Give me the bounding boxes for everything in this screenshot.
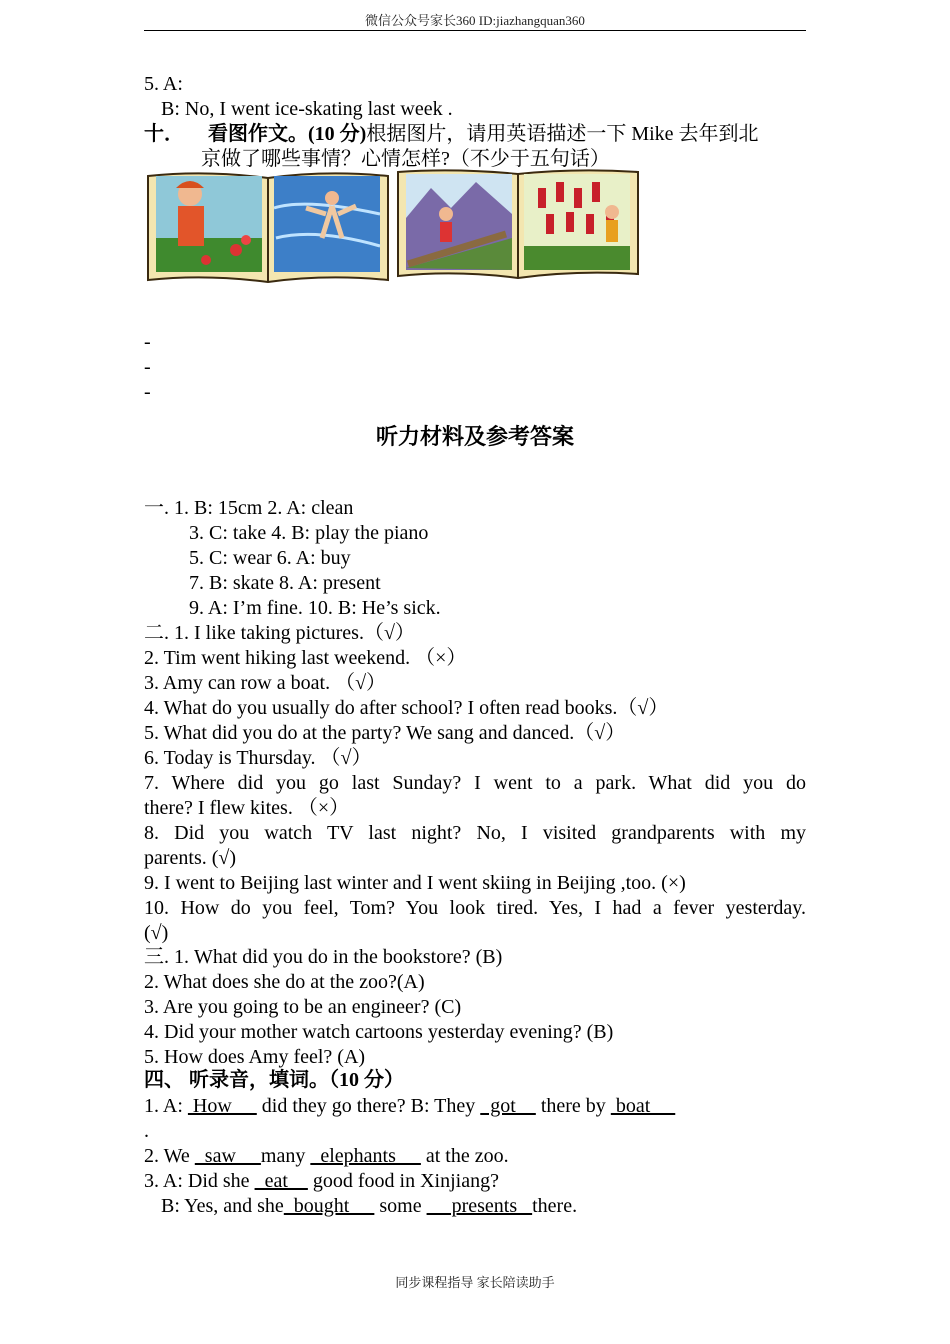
blank-how: How [187, 1095, 257, 1117]
section-10-heading [144, 122, 759, 147]
blank-line-1: - [144, 331, 151, 353]
blank-line-3: - [144, 381, 151, 403]
part2-line5: 5. What did you do at the party? We sang and danced.（√） [144, 722, 626, 744]
part1-line3: 5. C: wear 6. A: buy [189, 547, 351, 569]
blank-eat: eat [254, 1170, 308, 1192]
q2-text-c: at the zoo. [420, 1145, 509, 1167]
q2-text-b: many [260, 1145, 311, 1167]
q1-text-b: did they go there? B: They [256, 1095, 481, 1117]
part2-line8a: 8. Did you watch TV last night? No, I visited grandparents with my [144, 822, 806, 844]
part3-line5: 5. How does Amy feel? (A) [144, 1046, 366, 1068]
part2-line4: 4. What do you usually do after school? I often read books.（√） [144, 697, 669, 719]
q3b-text-a: B: Yes, and she [161, 1195, 284, 1217]
picture-strip [146, 168, 646, 293]
part2-line6: 6. Today is Thursday. （√） [144, 747, 372, 769]
part2-line1: 二. 1. I like taking pictures.（√） [144, 622, 415, 644]
q3-text-b: good food in Xinjiang? [307, 1170, 499, 1192]
part4-q2 [144, 1144, 509, 1169]
part4-q3b [161, 1194, 577, 1219]
part4-heading: 四、 听录音，填词。（10 分） [144, 1069, 404, 1091]
part1-line5: 9. A: I’m fine. 10. B: He’s sick. [189, 597, 441, 619]
q3b-text-b: some [374, 1195, 427, 1217]
q2-text-a: 2. We [144, 1145, 195, 1167]
q3-text-a: 3. A: Did she [144, 1170, 255, 1192]
mike-beijing-pictures [146, 168, 646, 288]
blank-bought: bought [283, 1195, 375, 1217]
part3-line4: 4. Did your mother watch cartoons yesterday evening? (B) [144, 1021, 614, 1043]
part2-line2: 2. Tim went hiking last weekend. （×） [144, 647, 467, 669]
part2-line10a: 10. How do you feel, Tom? You look tired. Yes, I had a fever yesterday. [144, 897, 806, 919]
part2-line7a: 7. Where did you go last Sunday? I went to a park. What did you do [144, 772, 806, 794]
part3-line2: 2. What does she do at the zoo?(A) [144, 971, 425, 993]
q1-text-c: there by [535, 1095, 611, 1117]
part1-line2: 3. C: take 4. B: play the piano [189, 522, 429, 544]
section-10-instruction: 根据图片，请用英语描述一下 Mike 去年到北 [366, 123, 759, 145]
part2-line10b: (√) [144, 922, 169, 944]
answers-title: 听力材料及参考答案 [375, 424, 574, 449]
section-10-instruction-line2: 京做了哪些事情？心情怎样?（不少于五句话） [201, 148, 610, 170]
page-footer: 同步课程指导 家长陪读助手 [395, 1275, 555, 1290]
blank-line-2: - [144, 356, 151, 378]
blank-boat: boat [610, 1095, 676, 1117]
part4-q3a [144, 1169, 499, 1194]
header-rule [144, 30, 806, 31]
page-header: 微信公众号家长360 ID:jiazhangquan360 [365, 13, 585, 28]
part3-line1: 三. 1. What did you do in the bookstore? (B) [144, 946, 503, 968]
dialog-line-b: B: No, I went ice-skating last week . [161, 98, 453, 120]
book-2 [398, 170, 638, 278]
part4-q1-period: . [144, 1120, 149, 1142]
blank-got: got [480, 1095, 536, 1117]
book-1 [148, 173, 388, 282]
part2-line9: 9. I went to Beijing last winter and I went skiing in Beijing ,too. (×) [144, 872, 686, 894]
part1-line1: 一. 1. B: 15cm 2. A: clean [144, 497, 354, 519]
part1-line4: 7. B: skate 8. A: present [189, 572, 381, 594]
blank-elephants: elephants [310, 1145, 421, 1167]
part2-line7b: there? I flew kites. （×） [144, 797, 350, 819]
dialog-line-a: 5. A: [144, 73, 183, 95]
part2-line8b: parents. (√) [144, 847, 237, 869]
blank-saw: saw [194, 1145, 261, 1167]
section-10-title: 看图作文。(10 分) [208, 123, 367, 145]
part4-q1 [144, 1094, 675, 1119]
part2-line3: 3. Amy can row a boat. （√） [144, 672, 387, 694]
part3-line3: 3. Are you going to be an engineer? (C) [144, 996, 462, 1018]
q3b-text-c: there. [532, 1195, 578, 1217]
q1-text-a: 1. A: [144, 1095, 188, 1117]
section-10-number: 十． [144, 123, 184, 145]
blank-presents: presents [426, 1195, 533, 1217]
